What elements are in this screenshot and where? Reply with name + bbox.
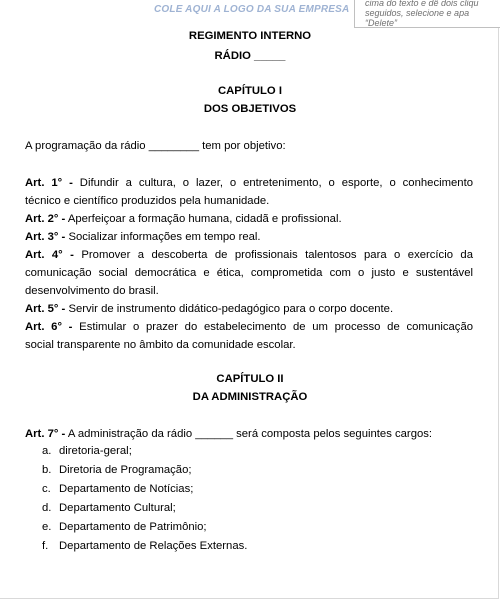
- article-6: [25, 318, 473, 354]
- list-item: [42, 461, 247, 480]
- article-5: [25, 300, 473, 318]
- article-label: Art. 5° -: [25, 303, 66, 315]
- article-text: comunicação social democrática e ética, comprometida com o justo e sustentável: [25, 267, 473, 279]
- list-item: [42, 480, 247, 499]
- cargos-list: [42, 442, 247, 556]
- chapter-1-title: DOS OBJETIVOS: [203, 103, 297, 115]
- list-item: [42, 499, 247, 518]
- article-text: técnico e científico produzidos pela humanidade.: [25, 195, 270, 207]
- list-marker: a.: [42, 445, 52, 457]
- article-label: Art. 2° -: [25, 213, 66, 225]
- list-item-text: Departamento de Relações Externas.: [59, 540, 248, 552]
- chapter-1-number: CAPÍTULO I: [217, 85, 282, 97]
- article-line: [25, 228, 473, 246]
- article-label: Art. 3° -: [25, 231, 66, 243]
- article-line: [25, 210, 473, 228]
- list-item-text: Departamento de Patrimônio;: [59, 521, 207, 533]
- list-item: [42, 442, 247, 461]
- article-text: desenvolvimento do brasil.: [25, 285, 159, 297]
- article-line: [25, 246, 473, 264]
- list-item-text: Departamento de Notícias;: [59, 483, 194, 495]
- article-text: Estimular o prazer do estabelecimento de um processo de comunicação: [79, 321, 474, 333]
- article-7: [25, 425, 473, 443]
- article-text: Socializar informações em tempo real.: [68, 231, 261, 243]
- article-line: [25, 300, 473, 318]
- logo-placeholder[interactable]: COLE AQUI A LOGO DA SUA EMPRESA: [154, 4, 350, 15]
- instruction-line: cima do texto e dê dois cliqu: [365, 0, 479, 8]
- intro-text: A programação da rádio ________ tem por objetivo:: [25, 140, 286, 152]
- list-item-text: diretoria-geral;: [59, 445, 132, 457]
- article-1: [25, 174, 473, 210]
- article-4: [25, 246, 473, 300]
- article-label: Art. 7° -: [25, 428, 66, 440]
- article-line: [25, 174, 473, 192]
- instruction-note: [354, 0, 500, 28]
- article-line: [25, 318, 473, 336]
- article-text: Difundir a cultura, o lazer, o entretenimento, o esporte, o conhecimento: [79, 177, 473, 189]
- article-text: Aperfeiçoar a formação humana, cidadã e profissional.: [67, 213, 342, 225]
- list-marker: f.: [42, 540, 49, 552]
- article-label: Art. 6° -: [25, 321, 73, 333]
- article-text: social transparente no âmbito da comunidade escolar.: [25, 339, 296, 351]
- document-title: REGIMENTO INTERNO: [188, 30, 312, 42]
- list-marker: d.: [42, 502, 52, 514]
- chapter-2-title: DA ADMINISTRAÇÃO: [192, 391, 308, 403]
- list-item-text: Departamento Cultural;: [59, 502, 176, 514]
- article-text: Promover a descoberta de profissionais talentosos para o exercício da: [81, 249, 473, 261]
- document-subtitle: RÁDIO _____: [214, 50, 286, 62]
- article-text: Servir de instrumento didático-pedagógico para o corpo docente.: [68, 303, 394, 315]
- article-3: [25, 228, 473, 246]
- article-label: Art. 1° -: [25, 177, 73, 189]
- chapter-2-number: CAPÍTULO II: [216, 373, 284, 385]
- intro-paragraph: [25, 137, 473, 155]
- list-marker: c.: [42, 483, 51, 495]
- list-item: [42, 518, 247, 537]
- article-2: [25, 210, 473, 228]
- list-marker: e.: [42, 521, 52, 533]
- list-marker: b.: [42, 464, 52, 476]
- article-line: [25, 425, 473, 443]
- instruction-line: “Delete”: [365, 18, 398, 28]
- list-item-text: Diretoria de Programação;: [59, 464, 192, 476]
- article-text: A administração da rádio ______ será composta pelos seguintes cargos:: [67, 428, 433, 440]
- list-item: [42, 537, 247, 556]
- instruction-line: seguidos, selecione e apa: [365, 8, 470, 18]
- article-label: Art. 4° -: [25, 249, 74, 261]
